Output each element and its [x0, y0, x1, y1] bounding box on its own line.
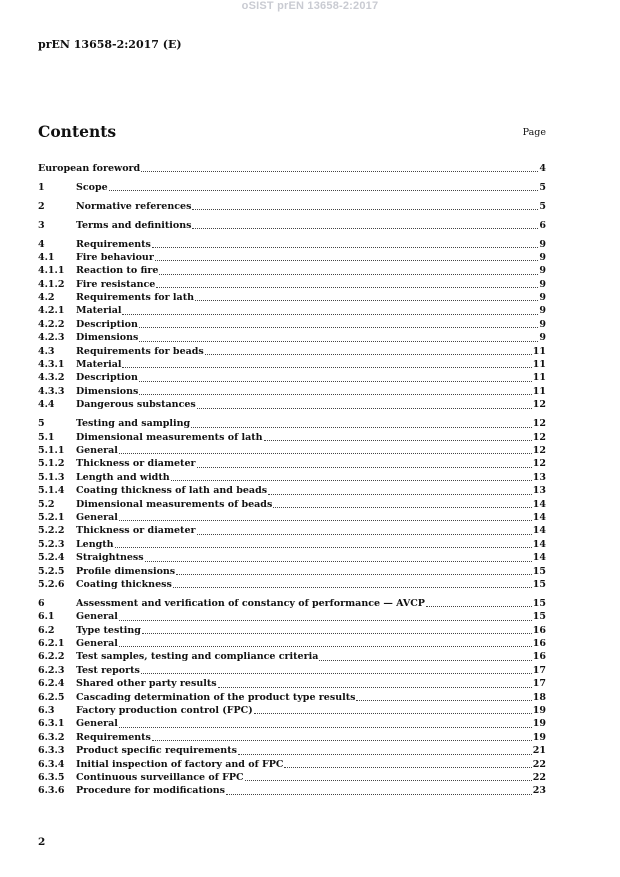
toc-entry-title: Type testing — [76, 624, 141, 636]
toc-entry-page: 15 — [532, 565, 546, 577]
toc-entry-number: 6.2 — [38, 624, 55, 636]
toc-dot-leader — [192, 227, 538, 229]
toc-dot-leader — [191, 426, 532, 428]
toc-entry-page: 11 — [532, 345, 546, 357]
toc-dot-leader — [115, 546, 532, 548]
toc-dot-leader — [173, 586, 532, 588]
toc-dot-leader — [195, 299, 538, 301]
toc-entry[interactable] — [38, 358, 546, 371]
watermark: oSIST prEN 13658-2:2017 — [241, 0, 379, 12]
toc-entry-number: 6.3 — [38, 705, 55, 716]
toc-entry-page: 21 — [532, 745, 546, 757]
toc-entry-title: Test samples, testing and compliance criteria — [76, 651, 319, 663]
toc-entry[interactable] — [38, 578, 546, 591]
toc-entry-page: 9 — [539, 251, 546, 263]
toc-entry[interactable] — [38, 565, 546, 578]
toc-entry-number: 6.2.3 — [38, 664, 65, 676]
toc-entry-number: 4.2 — [38, 292, 55, 304]
toc-entry-title: Dangerous substances — [76, 399, 196, 411]
toc-entry-page: 15 — [532, 578, 546, 590]
toc-dot-leader — [142, 632, 532, 634]
toc-entry[interactable] — [38, 181, 546, 194]
toc-entry-number: 1 — [38, 181, 45, 193]
toc-entry-page: 14 — [532, 525, 546, 537]
toc-entry-number: 5.2 — [38, 498, 55, 510]
toc-entry[interactable] — [38, 371, 546, 384]
toc-entry[interactable] — [38, 484, 546, 497]
toc-entry[interactable] — [38, 345, 546, 358]
toc-entry[interactable] — [38, 597, 546, 610]
toc-entry[interactable] — [38, 417, 546, 430]
toc-entry-number: 6.3.1 — [38, 718, 65, 730]
toc-dot-leader — [426, 605, 532, 607]
toc-entry-page: 13 — [532, 485, 546, 497]
toc-entry-number: 4.3 — [38, 345, 55, 357]
toc-entry-number: 4.2.1 — [38, 305, 65, 317]
toc-entry-number: 4.3.1 — [38, 359, 65, 371]
toc-entry[interactable] — [38, 691, 546, 704]
toc-entry-title: Scope — [76, 181, 108, 193]
toc-dot-leader — [152, 739, 532, 741]
toc-entry[interactable] — [38, 385, 546, 398]
toc-entry-page: 9 — [539, 332, 546, 344]
toc-dot-leader — [145, 560, 532, 562]
toc-dot-leader — [197, 466, 532, 468]
toc-dot-leader — [197, 407, 532, 409]
toc-entry-number: 5.1.4 — [38, 485, 65, 497]
toc-entry-number: 2 — [38, 200, 45, 212]
toc-entry-title: European foreword — [38, 162, 141, 174]
toc-entry-page: 11 — [532, 372, 546, 384]
toc-entry-page: 14 — [532, 538, 546, 550]
toc-entry-title: Terms and definitions — [76, 219, 192, 231]
toc-entry-page: 9 — [539, 318, 546, 330]
toc-entry-title: General — [76, 511, 118, 523]
toc-entry-page: 6 — [539, 219, 546, 231]
toc-entry[interactable] — [38, 471, 546, 484]
toc-entry[interactable] — [38, 704, 546, 717]
toc-entry-title: Factory production control (FPC) — [76, 705, 253, 716]
toc-entry-page: 11 — [532, 359, 546, 371]
toc-dot-leader — [205, 353, 532, 355]
toc-entry-page: 18 — [532, 691, 546, 703]
toc-entry-number: 4.4 — [38, 399, 55, 411]
toc-entry-title: Dimensions — [76, 332, 139, 344]
toc-dot-leader — [176, 573, 532, 575]
toc-dot-leader — [141, 672, 532, 674]
toc-entry-page: 5 — [539, 181, 546, 193]
toc-entry-page: 12 — [532, 458, 546, 470]
toc-entry-number: 6.3.4 — [38, 758, 65, 770]
toc-entry[interactable] — [38, 744, 546, 757]
toc-entry-number: 6.3.2 — [38, 731, 65, 743]
toc-entry[interactable] — [38, 398, 546, 411]
toc-dot-leader — [356, 699, 531, 701]
toc-entry-page: 19 — [532, 705, 546, 716]
toc-entry-title: Profile dimensions — [76, 565, 176, 577]
toc-dot-leader — [273, 506, 531, 508]
toc-entry-title: Product specific requirements — [76, 745, 237, 757]
toc-entry-page: 16 — [532, 624, 546, 636]
toc-entry-number: 4.3.2 — [38, 372, 65, 384]
toc-entry-title: Length and width — [76, 471, 170, 483]
toc-entry-number: 6 — [38, 597, 45, 609]
toc-entry-title: Straightness — [76, 552, 144, 564]
toc-entry-page: 5 — [539, 200, 546, 212]
toc-entry-page: 17 — [532, 664, 546, 676]
toc-entry-title: Dimensional measurements of beads — [76, 498, 273, 510]
toc-entry[interactable] — [38, 717, 546, 730]
toc-entry-title: Thickness or diameter — [76, 458, 196, 470]
toc-entry-title: Shared other party results — [76, 678, 217, 690]
toc-dot-leader — [139, 340, 538, 342]
toc-entry-number: 5.2.1 — [38, 511, 65, 523]
toc-entry-number: 5.2.2 — [38, 525, 65, 537]
toc-entry-number: 6.3.3 — [38, 745, 65, 757]
toc-entry-page: 16 — [532, 651, 546, 663]
toc-dot-leader — [268, 493, 532, 495]
toc-entry-title: General — [76, 444, 118, 456]
toc-entry-title: Normative references — [76, 200, 192, 212]
toc-entry-number: 5.1.2 — [38, 458, 65, 470]
toc-entry[interactable] — [38, 331, 546, 344]
toc-entry-title: Fire behaviour — [76, 251, 154, 263]
toc-entry[interactable] — [38, 664, 546, 677]
toc-entry-number: 6.1 — [38, 611, 55, 623]
toc-dot-leader — [139, 326, 538, 328]
toc-entry-title: Description — [76, 318, 138, 330]
toc-entry[interactable] — [38, 758, 546, 771]
toc-dot-leader — [264, 439, 532, 441]
toc-entry[interactable] — [38, 551, 546, 564]
toc-entry[interactable] — [38, 264, 546, 277]
toc-dot-leader — [159, 273, 538, 275]
toc-entry-page: 9 — [539, 238, 546, 250]
toc-dot-leader — [119, 452, 532, 454]
toc-entry-page: 12 — [532, 431, 546, 443]
toc-dot-leader — [226, 793, 532, 795]
toc-entry-title: Dimensional measurements of lath — [76, 431, 263, 443]
toc-entry-title: General — [76, 718, 118, 730]
toc-entry[interactable] — [38, 278, 546, 291]
toc-entry-number: 5.1.1 — [38, 444, 65, 456]
toc-entry-number: 4.2.2 — [38, 318, 65, 330]
toc-entry-title: General — [76, 611, 118, 623]
toc-entry-title: General — [76, 638, 118, 650]
toc-entry[interactable] — [38, 624, 546, 637]
toc-entry[interactable] — [38, 511, 546, 524]
toc-entry-title: Dimensions — [76, 385, 139, 397]
toc-entry-page: 15 — [532, 611, 546, 623]
toc-entry[interactable] — [38, 498, 546, 511]
toc-entry-title: Requirements — [76, 238, 151, 250]
toc-entry[interactable] — [38, 238, 546, 251]
toc-entry-title: Test reports — [76, 664, 140, 676]
toc-entry-title: Material — [76, 305, 122, 317]
toc-dot-leader — [238, 753, 532, 755]
toc-dot-leader — [192, 208, 538, 210]
toc-dot-leader — [155, 259, 539, 261]
toc-entry-title: Coating thickness of lath and beads — [76, 485, 268, 497]
toc-dot-leader — [119, 619, 532, 621]
toc-entry-title: Requirements for lath — [76, 292, 194, 304]
toc-entry-title: Testing and sampling — [76, 418, 191, 430]
toc-entry-title: Reaction to fire — [76, 265, 159, 277]
toc-dot-leader — [122, 313, 538, 315]
toc-entry-page: 9 — [539, 292, 546, 304]
toc-entry-number: 6.3.5 — [38, 771, 65, 783]
toc-entry-page: 22 — [532, 771, 546, 783]
toc-entry-title: Description — [76, 372, 138, 384]
toc-entry-title: Length — [76, 538, 114, 550]
toc-entry-title: Coating thickness — [76, 578, 172, 590]
toc-entry-page: 15 — [532, 597, 546, 609]
contents-heading: Contents — [38, 122, 117, 141]
toc-entry[interactable] — [38, 291, 546, 304]
toc-dot-leader — [254, 712, 532, 714]
toc-dot-leader — [119, 519, 532, 521]
toc-entry-page: 17 — [532, 678, 546, 690]
toc-entry-number: 3 — [38, 219, 45, 231]
toc-entry-title: Material — [76, 359, 122, 371]
toc-entry[interactable] — [38, 731, 546, 744]
toc-entry-page: 14 — [532, 498, 546, 510]
toc-entry-page: 11 — [532, 385, 546, 397]
toc-entry-number: 4.1.1 — [38, 265, 65, 277]
toc-entry-page: 19 — [532, 718, 546, 730]
toc-dot-leader — [171, 479, 532, 481]
toc-entry-page: 9 — [539, 265, 546, 277]
toc-entry[interactable] — [38, 162, 546, 175]
toc-entry-title: Continuous surveillance of FPC — [76, 771, 244, 783]
toc-entry[interactable] — [38, 251, 546, 264]
toc-entry-number: 6.2.5 — [38, 691, 65, 703]
toc-entry[interactable] — [38, 200, 546, 213]
toc-entry-number: 4.1 — [38, 251, 55, 263]
toc-entry-number: 5.1.3 — [38, 471, 65, 483]
toc-entry-title: Assessment and verification of constancy of performance — AVCP — [76, 597, 425, 609]
toc-dot-leader — [139, 380, 532, 382]
toc-entry[interactable] — [38, 677, 546, 690]
toc-dot-leader — [122, 366, 531, 368]
toc-entry[interactable] — [38, 457, 546, 470]
toc-dot-leader — [141, 170, 538, 172]
toc-entry-number: 4.1.2 — [38, 278, 65, 290]
toc-dot-leader — [119, 726, 532, 728]
toc-dot-leader — [139, 393, 531, 395]
toc-entry-number: 4.2.3 — [38, 332, 65, 344]
toc-entry-title: Procedure for modifications — [76, 785, 226, 797]
toc-dot-leader — [109, 189, 539, 191]
toc-entry-number: 4 — [38, 238, 45, 250]
toc-entry-title: Requirements for beads — [76, 345, 204, 357]
toc-entry-number: 5.2.4 — [38, 552, 65, 564]
toc-dot-leader — [152, 246, 538, 248]
toc-entry[interactable] — [38, 610, 546, 623]
toc-entry[interactable] — [38, 524, 546, 537]
toc-entry-title: Thickness or diameter — [76, 525, 196, 537]
toc-entry-page: 14 — [532, 552, 546, 564]
toc-dot-leader — [156, 286, 538, 288]
toc-dot-leader — [245, 779, 532, 781]
toc-entry-number: 5.2.3 — [38, 538, 65, 550]
toc-entry-page: 4 — [539, 162, 546, 174]
document-id: prEN 13658-2:2017 (E) — [38, 38, 182, 51]
page-column-label: Page — [522, 127, 546, 138]
toc-dot-leader — [218, 686, 532, 688]
toc-entry-number: 6.2.1 — [38, 638, 65, 650]
toc-entry[interactable] — [38, 304, 546, 317]
toc-entry-number: 4.3.3 — [38, 385, 65, 397]
toc-dot-leader — [319, 659, 531, 661]
toc-entry-title: Fire resistance — [76, 278, 156, 290]
toc-entry-title: Cascading determination of the product type results — [76, 691, 356, 703]
toc-entry-title: Initial inspection of factory and of FPC — [76, 758, 284, 770]
toc-dot-leader — [197, 533, 532, 535]
toc-entry-number: 6.2.4 — [38, 678, 65, 690]
toc-entry[interactable] — [38, 650, 546, 663]
table-of-contents — [38, 156, 546, 798]
toc-entry-page: 19 — [532, 731, 546, 743]
toc-entry-page: 22 — [532, 758, 546, 770]
toc-entry-page: 9 — [539, 278, 546, 290]
page-number: 2 — [38, 836, 46, 848]
toc-entry-page: 9 — [539, 305, 546, 317]
toc-entry-page: 16 — [532, 638, 546, 650]
toc-entry[interactable] — [38, 431, 546, 444]
toc-entry-number: 5.2.5 — [38, 565, 65, 577]
toc-entry-title: Requirements — [76, 731, 151, 743]
toc-entry[interactable] — [38, 771, 546, 784]
toc-entry-page: 12 — [532, 444, 546, 456]
toc-dot-leader — [119, 645, 532, 647]
toc-entry[interactable] — [38, 318, 546, 331]
toc-entry-page: 23 — [532, 785, 546, 797]
toc-entry-number: 6.2.2 — [38, 651, 65, 663]
toc-entry-number: 5.2.6 — [38, 578, 65, 590]
toc-entry-number: 5.1 — [38, 431, 55, 443]
toc-entry-number: 6.3.6 — [38, 785, 65, 797]
toc-entry-page: 12 — [532, 418, 546, 430]
toc-entry[interactable] — [38, 219, 546, 232]
toc-entry[interactable] — [38, 637, 546, 650]
toc-entry-page: 14 — [532, 511, 546, 523]
toc-entry-page: 12 — [532, 399, 546, 411]
toc-entry-number: 5 — [38, 418, 45, 430]
toc-entry[interactable] — [38, 538, 546, 551]
toc-dot-leader — [284, 766, 531, 768]
toc-entry[interactable] — [38, 784, 546, 797]
toc-entry-page: 13 — [532, 471, 546, 483]
toc-entry[interactable] — [38, 444, 546, 457]
